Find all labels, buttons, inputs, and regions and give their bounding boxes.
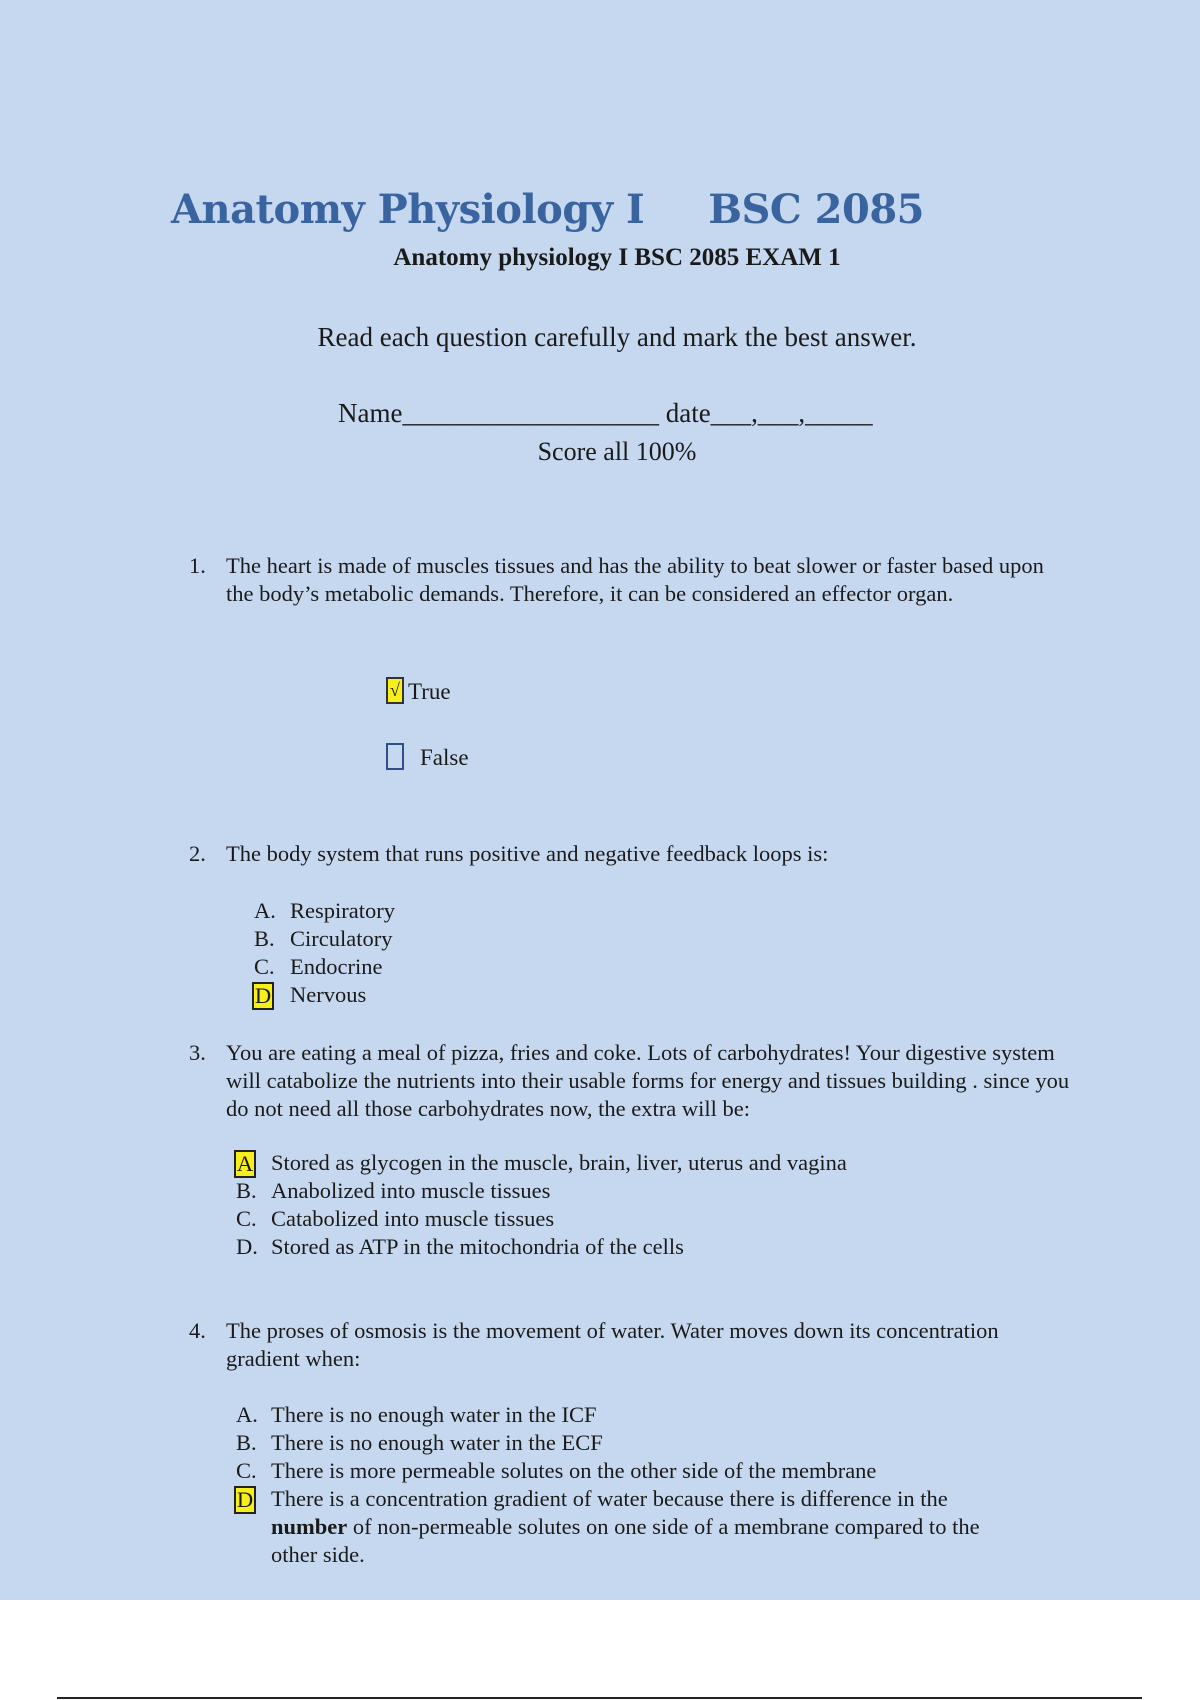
selected-answer-marker: A [234,1150,256,1178]
choice-letter: C. [236,1458,257,1483]
choice-label: Catabolized into muscle tissues [271,1206,555,1231]
choice-letter: C. [236,1206,257,1231]
choice-label-line1: There is a concentration gradient of water because there is difference in the [271,1486,948,1511]
choice-letter: A. [236,1402,258,1427]
question-number: 4. [189,1318,206,1343]
choice-label: There is no enough water in the ICF [271,1402,597,1427]
choice-letter: D. [236,1234,258,1259]
exam-title: Anatomy physiology I BSC 2085 EXAM 1 [393,244,841,271]
choice-label-line3: other side. [271,1542,365,1567]
question-text: The body system that runs positive and negative feedback loops is: [226,841,829,866]
choice-label: Anabolized into muscle tissues [271,1178,551,1203]
choice-label: Respiratory [290,898,395,923]
choice-label: Circulatory [290,926,393,951]
checkbox-checked-icon[interactable]: √ [386,677,404,704]
course-code: BSC 2085 [708,186,924,233]
name-date-line: Name___________________ date___,___,_____ [338,398,873,428]
choice-letter: C. [254,954,275,979]
question-number: 2. [189,841,206,866]
option-label: True [408,679,451,704]
choice-label: There is no enough water in the ECF [271,1430,603,1455]
question-number: 1. [189,553,206,578]
question-text: The heart is made of muscles tissues and has the ability to beat slower or faster based upon the body’s metabolic demands. Therefore, it can be considered an effector organ. [226,553,1044,606]
choice-label [271,1485,1031,1569]
choice-label-line2: of non-permeable solutes on one side of a membrane compared to the [347,1514,980,1539]
choice-label-bold: number [271,1514,348,1539]
question-number: 3. [189,1040,206,1065]
course-title [171,186,924,233]
instructions: Read each question carefully and mark the best answer. [317,322,917,352]
question-text: The proses of osmosis is the movement of water. Water moves down its concentration gradient when: [226,1318,999,1371]
footer-rule [57,1697,1142,1699]
choice-label: There is more permeable solutes on the other side of the membrane [271,1458,877,1483]
choice-letter: B. [254,926,275,951]
choice-label: Nervous [290,982,367,1007]
question-text: You are eating a meal of pizza, fries and coke. Lots of carbohydrates! Your digestive system will catabolize the nutrients into their usable forms for energy and tissues building . since you do not need all those carbohydrates now, the extra will be: [226,1040,1070,1121]
option-label: False [420,745,469,770]
choice-letter: A. [254,898,276,923]
score-line: Score all 100% [537,437,697,466]
choice-label: Stored as ATP in the mitochondria of the cells [271,1234,684,1259]
course-name: Anatomy Physiology I [171,186,645,233]
choice-letter: B. [236,1178,257,1203]
choice-label: Stored as glycogen in the muscle, brain, liver, uterus and vagina [271,1150,847,1175]
choice-letter: B. [236,1430,257,1455]
selected-answer-marker: D [234,1486,256,1514]
choice-label: Endocrine [290,954,383,979]
checkbox-empty-icon[interactable] [386,743,404,770]
selected-answer-marker: D [252,982,274,1010]
